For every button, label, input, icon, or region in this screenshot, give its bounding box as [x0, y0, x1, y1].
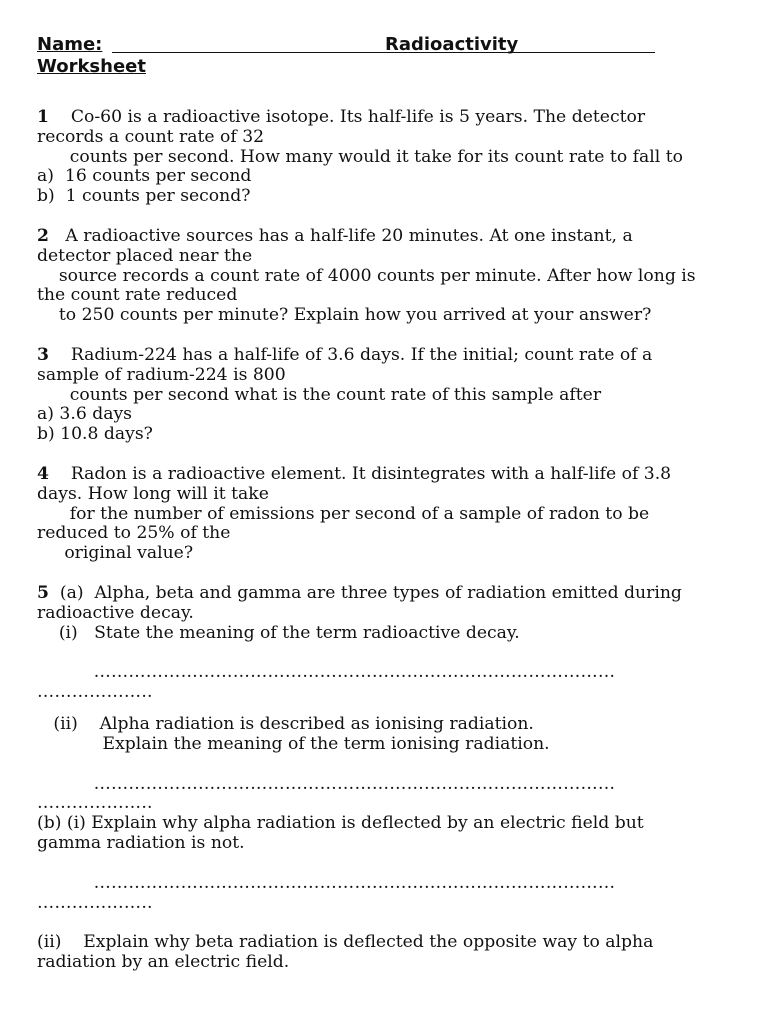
answer-option: a) 16 counts per second	[37, 166, 252, 187]
name-label: Name:	[37, 34, 103, 55]
question-number: 4	[37, 463, 49, 484]
question-text: for the number of emissions per second of a sample of radon to be	[37, 503, 650, 524]
answer-line-continued: ………………..	[37, 892, 153, 913]
answer-option: b) 1 counts per second?	[37, 186, 251, 207]
question-text: Radon is a radioactive element. It disintegrates with a half-life of 3.8	[70, 463, 672, 484]
answer-option: a) 3.6 days	[37, 404, 132, 425]
question-text: original value?	[37, 543, 194, 564]
question-3	[37, 346, 737, 445]
question-part-b-ii: (ii) Explain why beta radiation is deflected the opposite way to alpha	[37, 932, 654, 953]
question-text: detector placed near the	[37, 245, 253, 266]
question-text: the count rate reduced	[37, 285, 238, 306]
name-blank-line	[112, 52, 655, 53]
answer-line-continued: ………………..	[37, 793, 153, 814]
question-part-a-ii: (ii) Alpha radiation is described as ionising radiation.	[37, 713, 534, 734]
worksheet-header	[37, 33, 737, 78]
answer-line: ………………………………………………………………………………	[37, 872, 616, 893]
worksheet-title: Radioactivity	[385, 34, 519, 55]
question-text: radioactive decay.	[37, 602, 194, 623]
question-part-b-ii: radiation by an electric field.	[37, 952, 290, 973]
question-text: reduced to 25% of the	[37, 523, 231, 544]
question-text: (a) Alpha, beta and gamma are three types of radiation emitted during	[59, 582, 682, 603]
worksheet-subtitle: Worksheet	[37, 56, 146, 77]
question-text: to 250 counts per minute? Explain how you arrived at your answer?	[37, 305, 652, 326]
answer-line: ………………………………………………………………………………	[37, 662, 616, 683]
question-number: 2	[37, 225, 49, 246]
answer-option: b) 10.8 days?	[37, 424, 153, 445]
question-text: counts per second what is the count rate of this sample after	[37, 384, 602, 405]
question-text: days. How long will it take	[37, 483, 269, 504]
question-text: counts per second. How many would it take for its count rate to fall to	[37, 146, 683, 167]
question-number: 3	[37, 344, 49, 365]
question-part-a-i: (i) State the meaning of the term radioactive decay.	[37, 622, 520, 643]
question-text: A radioactive sources has a half-life 20 minutes. At one instant, a	[65, 225, 633, 246]
question-part-b-i: (b) (i) Explain why alpha radiation is deflected by an electric field but	[37, 813, 644, 834]
question-text: Co-60 is a radioactive isotope. Its half-life is 5 years. The detector	[70, 107, 646, 127]
answer-line-continued: ………………..	[37, 682, 153, 703]
question-text: Radium-224 has a half-life of 3.6 days. If the initial; count rate of a	[70, 344, 653, 365]
question-1	[37, 108, 737, 207]
question-4	[37, 465, 737, 564]
question-number: 1	[37, 107, 49, 127]
worksheet-page	[37, 33, 737, 973]
question-text: sample of radium-224 is 800	[37, 364, 286, 385]
question-part-a-ii-prompt: Explain the meaning of the term ionising radiation.	[37, 733, 550, 754]
question-number: 5	[37, 582, 49, 603]
question-part-b-i: gamma radiation is not.	[37, 832, 245, 853]
answer-line: ………………………………………………………………………………	[37, 773, 616, 794]
question-5	[37, 584, 737, 973]
question-2	[37, 227, 737, 326]
question-text: records a count rate of 32	[37, 126, 265, 147]
question-text: source records a count rate of 4000 counts per minute. After how long is	[37, 265, 696, 286]
